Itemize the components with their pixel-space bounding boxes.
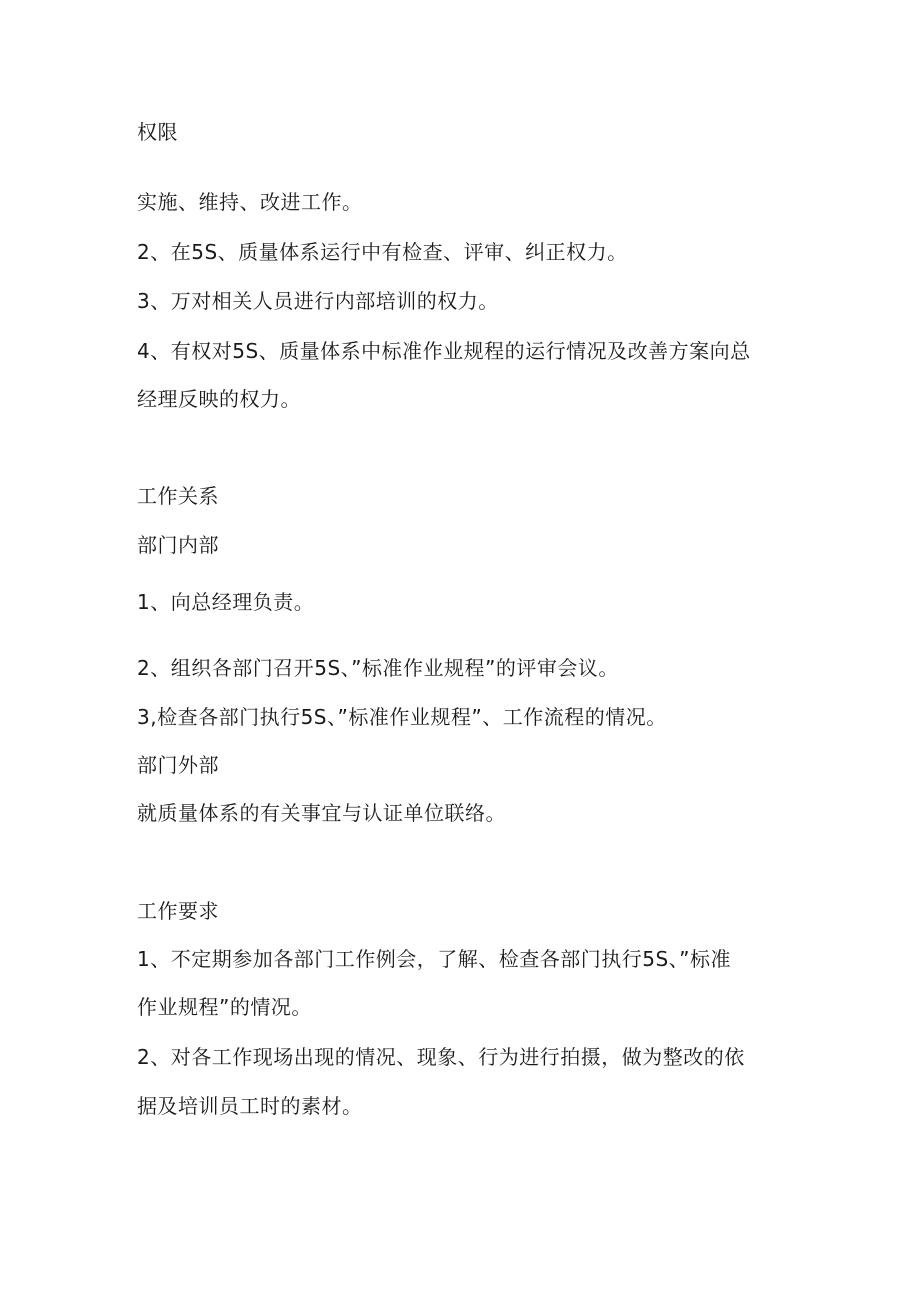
requirements-item-2-line-2: 据及培训员工时的素材。 bbox=[137, 1094, 363, 1118]
authority-intro: 实施、维持、改进工作。 bbox=[137, 190, 363, 214]
section-heading-relations: 工作关系 bbox=[137, 484, 219, 508]
internal-item-1: 1、向总经理负责。 bbox=[137, 590, 315, 614]
internal-item-3: 3,检查各部门执行5S、”标准作业规程”、工作流程的情况。 bbox=[137, 705, 667, 729]
requirements-item-1-line-1: 1、不定期参加各部门工作例会，了解、检查各部门执行5S、”标准 bbox=[137, 947, 732, 971]
authority-item-3: 3、万对相关人员进行内部培训的权力。 bbox=[137, 289, 499, 313]
authority-item-2: 2、在5S、质量体系运行中有检查、评审、纠正权力。 bbox=[137, 240, 628, 264]
subheading-external: 部门外部 bbox=[137, 753, 219, 777]
internal-item-2: 2、组织各部门召开5S、”标准作业规程”的评审会议。 bbox=[137, 656, 619, 680]
section-heading-authority: 权限 bbox=[137, 120, 178, 144]
authority-item-4-line-1: 4、有权对5S、质量体系中标准作业规程的运行情况及改善方案向总 bbox=[137, 339, 751, 363]
subheading-internal: 部门内部 bbox=[137, 533, 219, 557]
requirements-item-1-line-2: 作业规程”的情况。 bbox=[137, 995, 312, 1019]
requirements-item-2-line-1: 2、对各工作现场出现的情况、现象、行为进行拍摄，做为整改的依 bbox=[137, 1045, 745, 1069]
external-item-1: 就质量体系的有关事宜与认证单位联络。 bbox=[137, 801, 506, 825]
section-heading-requirements: 工作要求 bbox=[137, 899, 219, 923]
authority-item-4-line-2: 经理反映的权力。 bbox=[137, 387, 301, 411]
